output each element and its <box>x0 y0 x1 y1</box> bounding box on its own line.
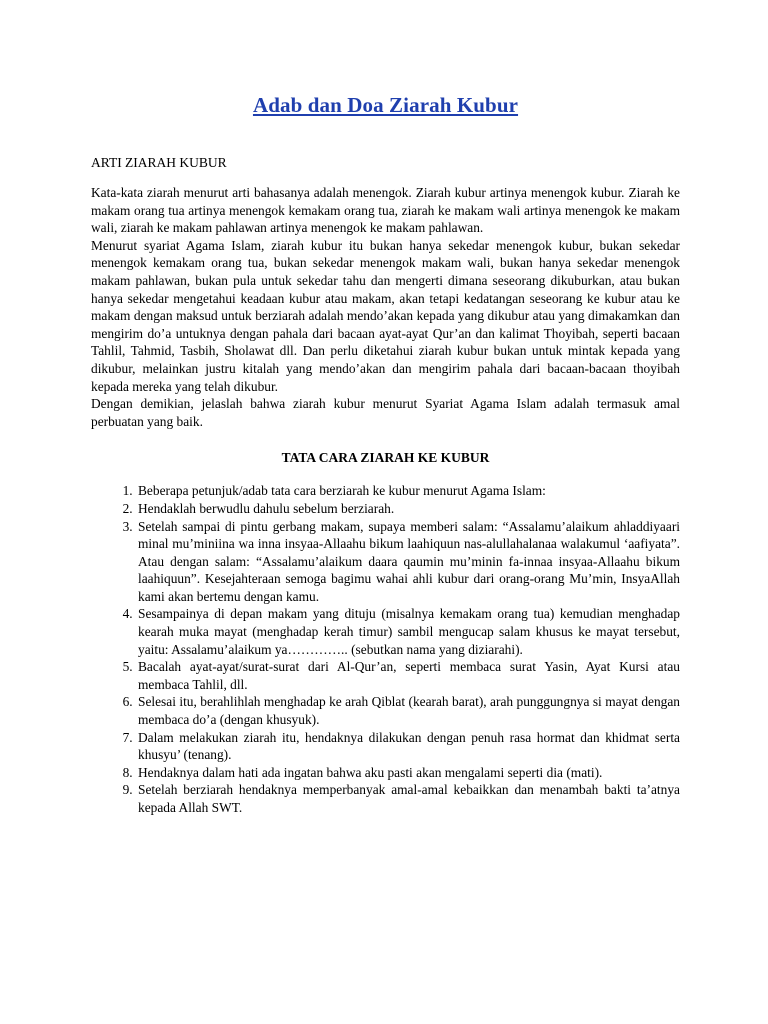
list-item: 2. Hendaklah berwudlu dahulu sebelum berziarah. <box>136 500 680 518</box>
section-heading-arti: ARTI ZIARAH KUBUR <box>91 155 227 170</box>
steps-list <box>91 482 680 816</box>
list-item: 4. Sesampainya di depan makam yang dituju (misalnya kemakam orang tua) kemudian menghadap kearah muka mayat (menghadap kerah timur) sambil mengucap salam khusus ke mayat tersebut, yaitu: Assalamu’alaikum ya………….. (sebutkan nama yang diziarahi). <box>136 605 680 658</box>
list-item: 6. Selesai itu, berahlihlah menghadap ke arah Qiblat (kearah barat), arah punggungnya si mayat dengan membaca do’a (dengan khusyuk). <box>136 693 680 728</box>
section-arti-ziarah <box>91 155 680 430</box>
list-item: 8. Hendaknya dalam hati ada ingatan bahwa aku pasti akan mengalami seperti dia (mati). <box>136 764 680 782</box>
list-item: 5. Bacalah ayat-ayat/surat-surat dari Al-Qur’an, seperti membaca surat Yasin, Ayat Kursi atau membaca Tahlil, dll. <box>136 658 680 693</box>
list-item: 9. Setelah berziarah hendaknya memperbanyak amal-amal kebaikkan dan menambah bakti ta’atnya kepada Allah SWT. <box>136 781 680 816</box>
paragraph-3: Dengan demikian, jelaslah bahwa ziarah kubur menurut Syariat Agama Islam adalah termasuk amal perbuatan yang baik. <box>91 396 680 429</box>
section-tata-cara <box>91 450 680 816</box>
list-item: 3. Setelah sampai di pintu gerbang makam, supaya memberi salam: “Assalamu’alaikum ahladdiyaari minal mu’miniina wa inna insyaa-Allaahu bikum laahiquun nas-alullahalanaa walakumul ‘aafiyata”. Atau dengan salam: “Assalamu’alaikum daara qaumin mu’minin fa-innaa insyaa-Allaahu bikum laahiquun”. Kesejahteraan semoga bagimu wahai ahli kubur dari orang-orang Mu’min, InsyaAllah kami akan bertemu dengan kamu. <box>136 518 680 606</box>
list-item: 1. Beberapa petunjuk/adab tata cara berziarah ke kubur menurut Agama Islam: <box>136 482 680 500</box>
list-item: 7. Dalam melakukan ziarah itu, hendaknya dilakukan dengan penuh rasa hormat dan khidmat serta khusyu’ (tenang). <box>136 729 680 764</box>
document-title: Adab dan Doa Ziarah Kubur <box>252 93 519 117</box>
paragraph-2: Menurut syariat Agama Islam, ziarah kubur itu bukan hanya sekedar menengok kubur, bukan sekedar menengok kemakam orang tua, bukan sekedar menengok makam wali, bukan hanya sekedar menengok makam pahlawan, bukan pula untuk sekedar tahu dan mengerti dimana seseorang dikuburkan, atau bukan hanya sekedar mengetahui keadaan kubur atau makam, akan tetapi kedatangan seseorang ke kubur atau ke makam dengan maksud untuk berziarah adalah mendo’akan kepada yang dikubur atau yang dimakamkan dan mengirim do’a untuknya dengan pahala dari bacaan ayat-ayat Qur’an dan kalimat Thoyibah, seperti bacaan Tahlil, Tahmid, Tasbih, Sholawat dll. Dan perlu diketahui ziarah kubur bukan untuk mintak kepada yang dikubur, melainkan justru kitalah yang mendo’akan dan mengirim pahala dari bacaan-bacaan thoyibah kepada mereka yang telah dikubur. <box>91 237 680 394</box>
paragraph-1: Kata-kata ziarah menurut arti bahasanya adalah menengok. Ziarah kubur artinya menengok kubur. Ziarah ke makam orang tua artinya menengok kemakam orang tua, ziarah ke makam wali artinya menengok ke makam wali, ziarah ke makam pahlawan artinya menengok ke makam pahlawan. <box>91 185 680 236</box>
section-heading-tata-cara: TATA CARA ZIARAH KE KUBUR <box>281 450 490 466</box>
